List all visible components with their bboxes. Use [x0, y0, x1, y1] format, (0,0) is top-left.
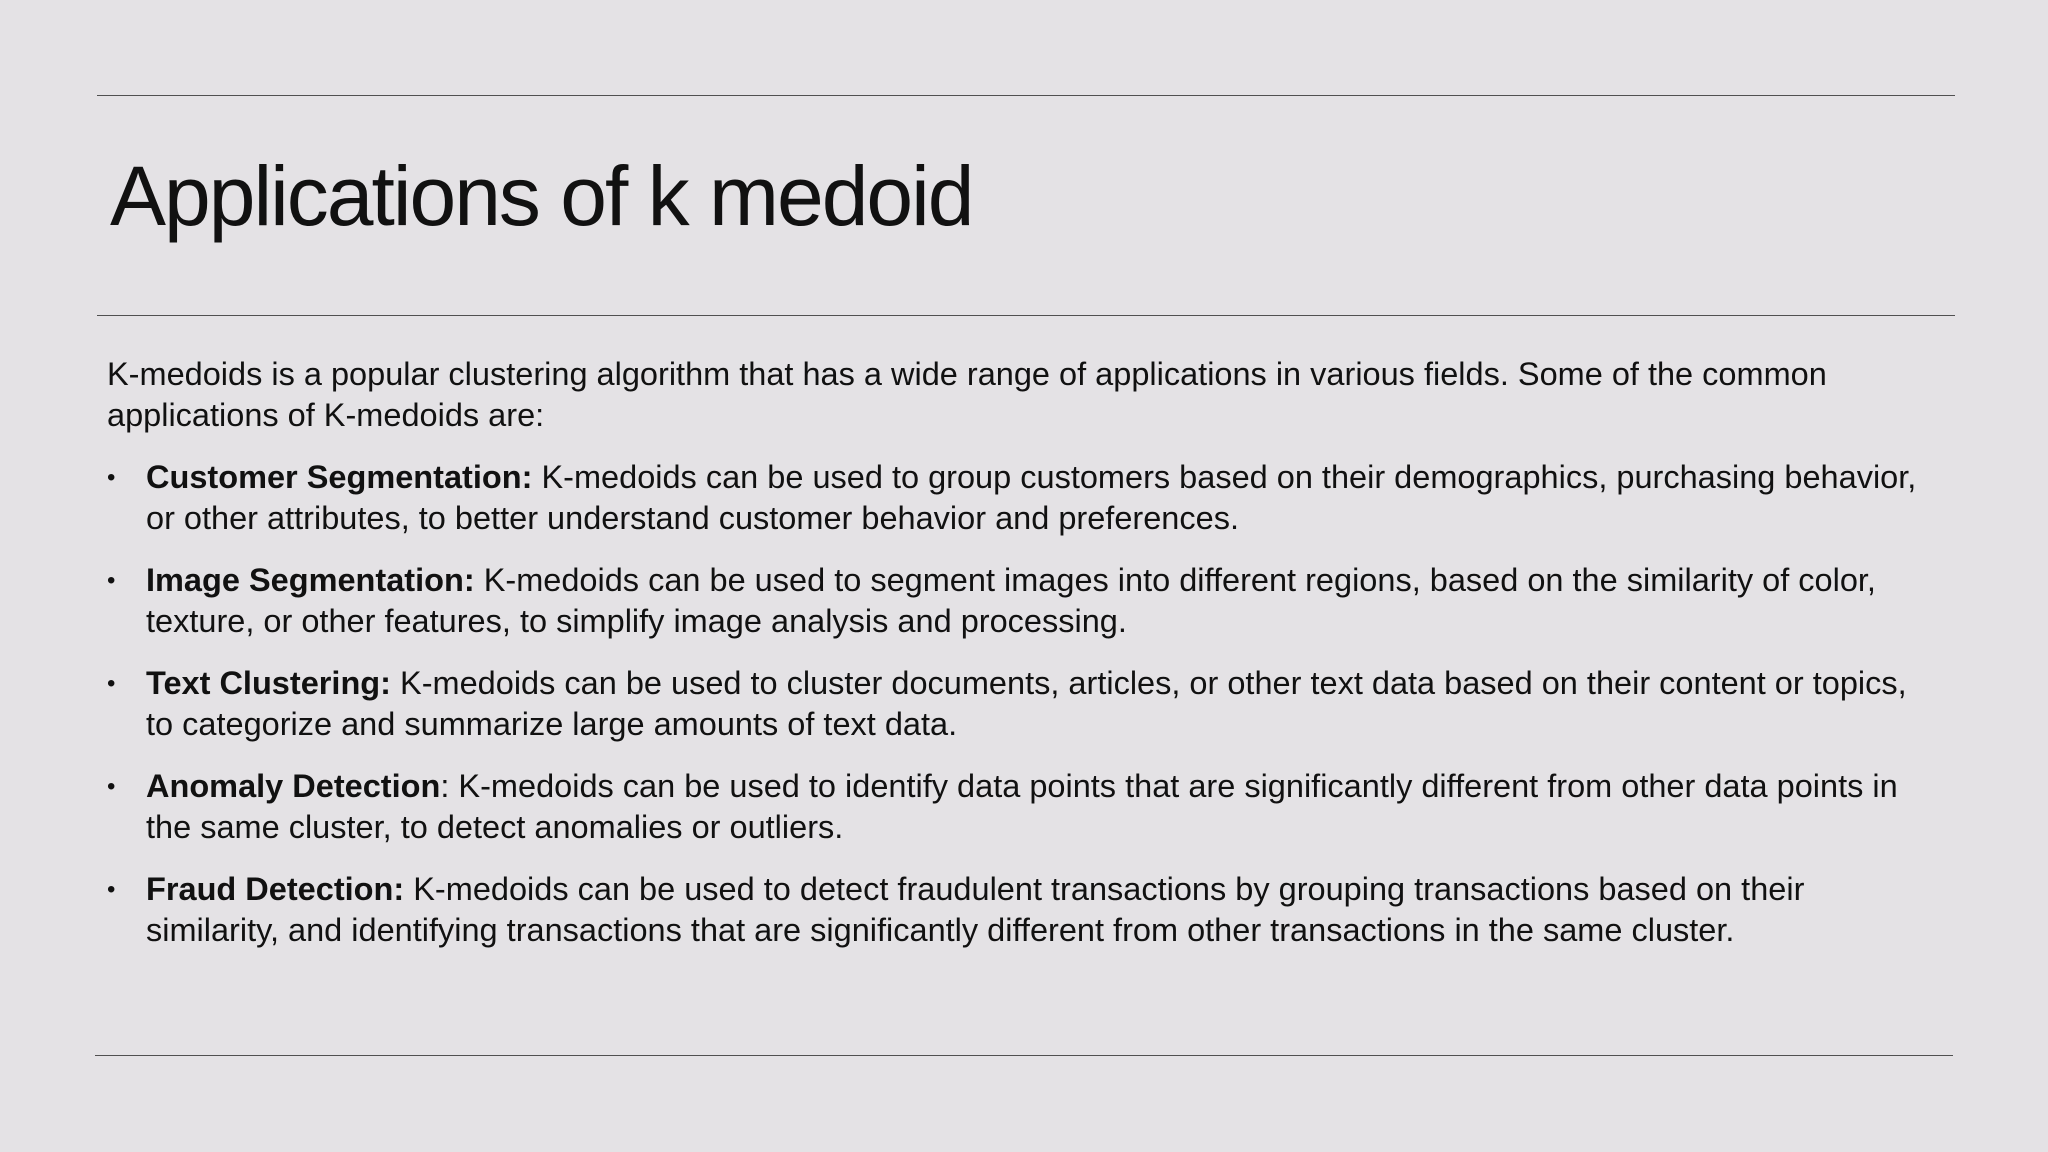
list-item [107, 457, 1937, 539]
list-item [107, 560, 1937, 642]
item-term: Customer Segmentation: [146, 459, 533, 495]
item-description: K-medoids can be used to detect fraudulent transactions by grouping transactions based on their similarity, and identifying transactions that are significantly different from other transactions in the same cluster. [146, 871, 1805, 948]
top-divider [97, 95, 1955, 96]
bullet-marker: • [107, 567, 116, 594]
bullet-marker: • [107, 773, 116, 800]
list-item [107, 766, 1937, 848]
item-separator [404, 871, 413, 907]
item-description: K-medoids can be used to cluster documents, articles, or other text data based on their content or topics, to categorize and summarize large amounts of text data. [146, 665, 1907, 742]
bullet-marker: • [107, 876, 116, 903]
item-term: Anomaly Detection [146, 768, 441, 804]
item-description: K-medoids can be used to group customers based on their demographics, purchasing behavior, or other attributes, to better understand customer behavior and preferences. [146, 459, 1917, 536]
slide-title: Applications of k medoid [110, 149, 973, 243]
bottom-divider [95, 1055, 1953, 1056]
bullet-marker: • [107, 670, 116, 697]
bullet-marker: • [107, 464, 116, 491]
item-term: Text Clustering: [146, 665, 391, 701]
intro-paragraph: K-medoids is a popular clustering algorithm that has a wide range of applications in various fields. Some of the common applications of K-medoids are: [107, 356, 1827, 433]
item-term: Image Segmentation: [146, 562, 475, 598]
item-term: Fraud Detection: [146, 871, 405, 907]
item-separator: : [440, 768, 459, 804]
item-description: K-medoids can be used to identify data points that are significantly different from other data points in the same cluster, to detect anomalies or outliers. [146, 768, 1898, 845]
item-description: K-medoids can be used to segment images into different regions, based on the similarity of color, texture, or other features, to simplify image analysis and processing. [146, 562, 1876, 639]
applications-list [107, 457, 1937, 951]
slide-body [107, 354, 1937, 972]
title-divider [97, 315, 1955, 316]
item-separator [475, 562, 484, 598]
list-item [107, 869, 1937, 951]
list-item [107, 663, 1937, 745]
item-separator [391, 665, 400, 701]
